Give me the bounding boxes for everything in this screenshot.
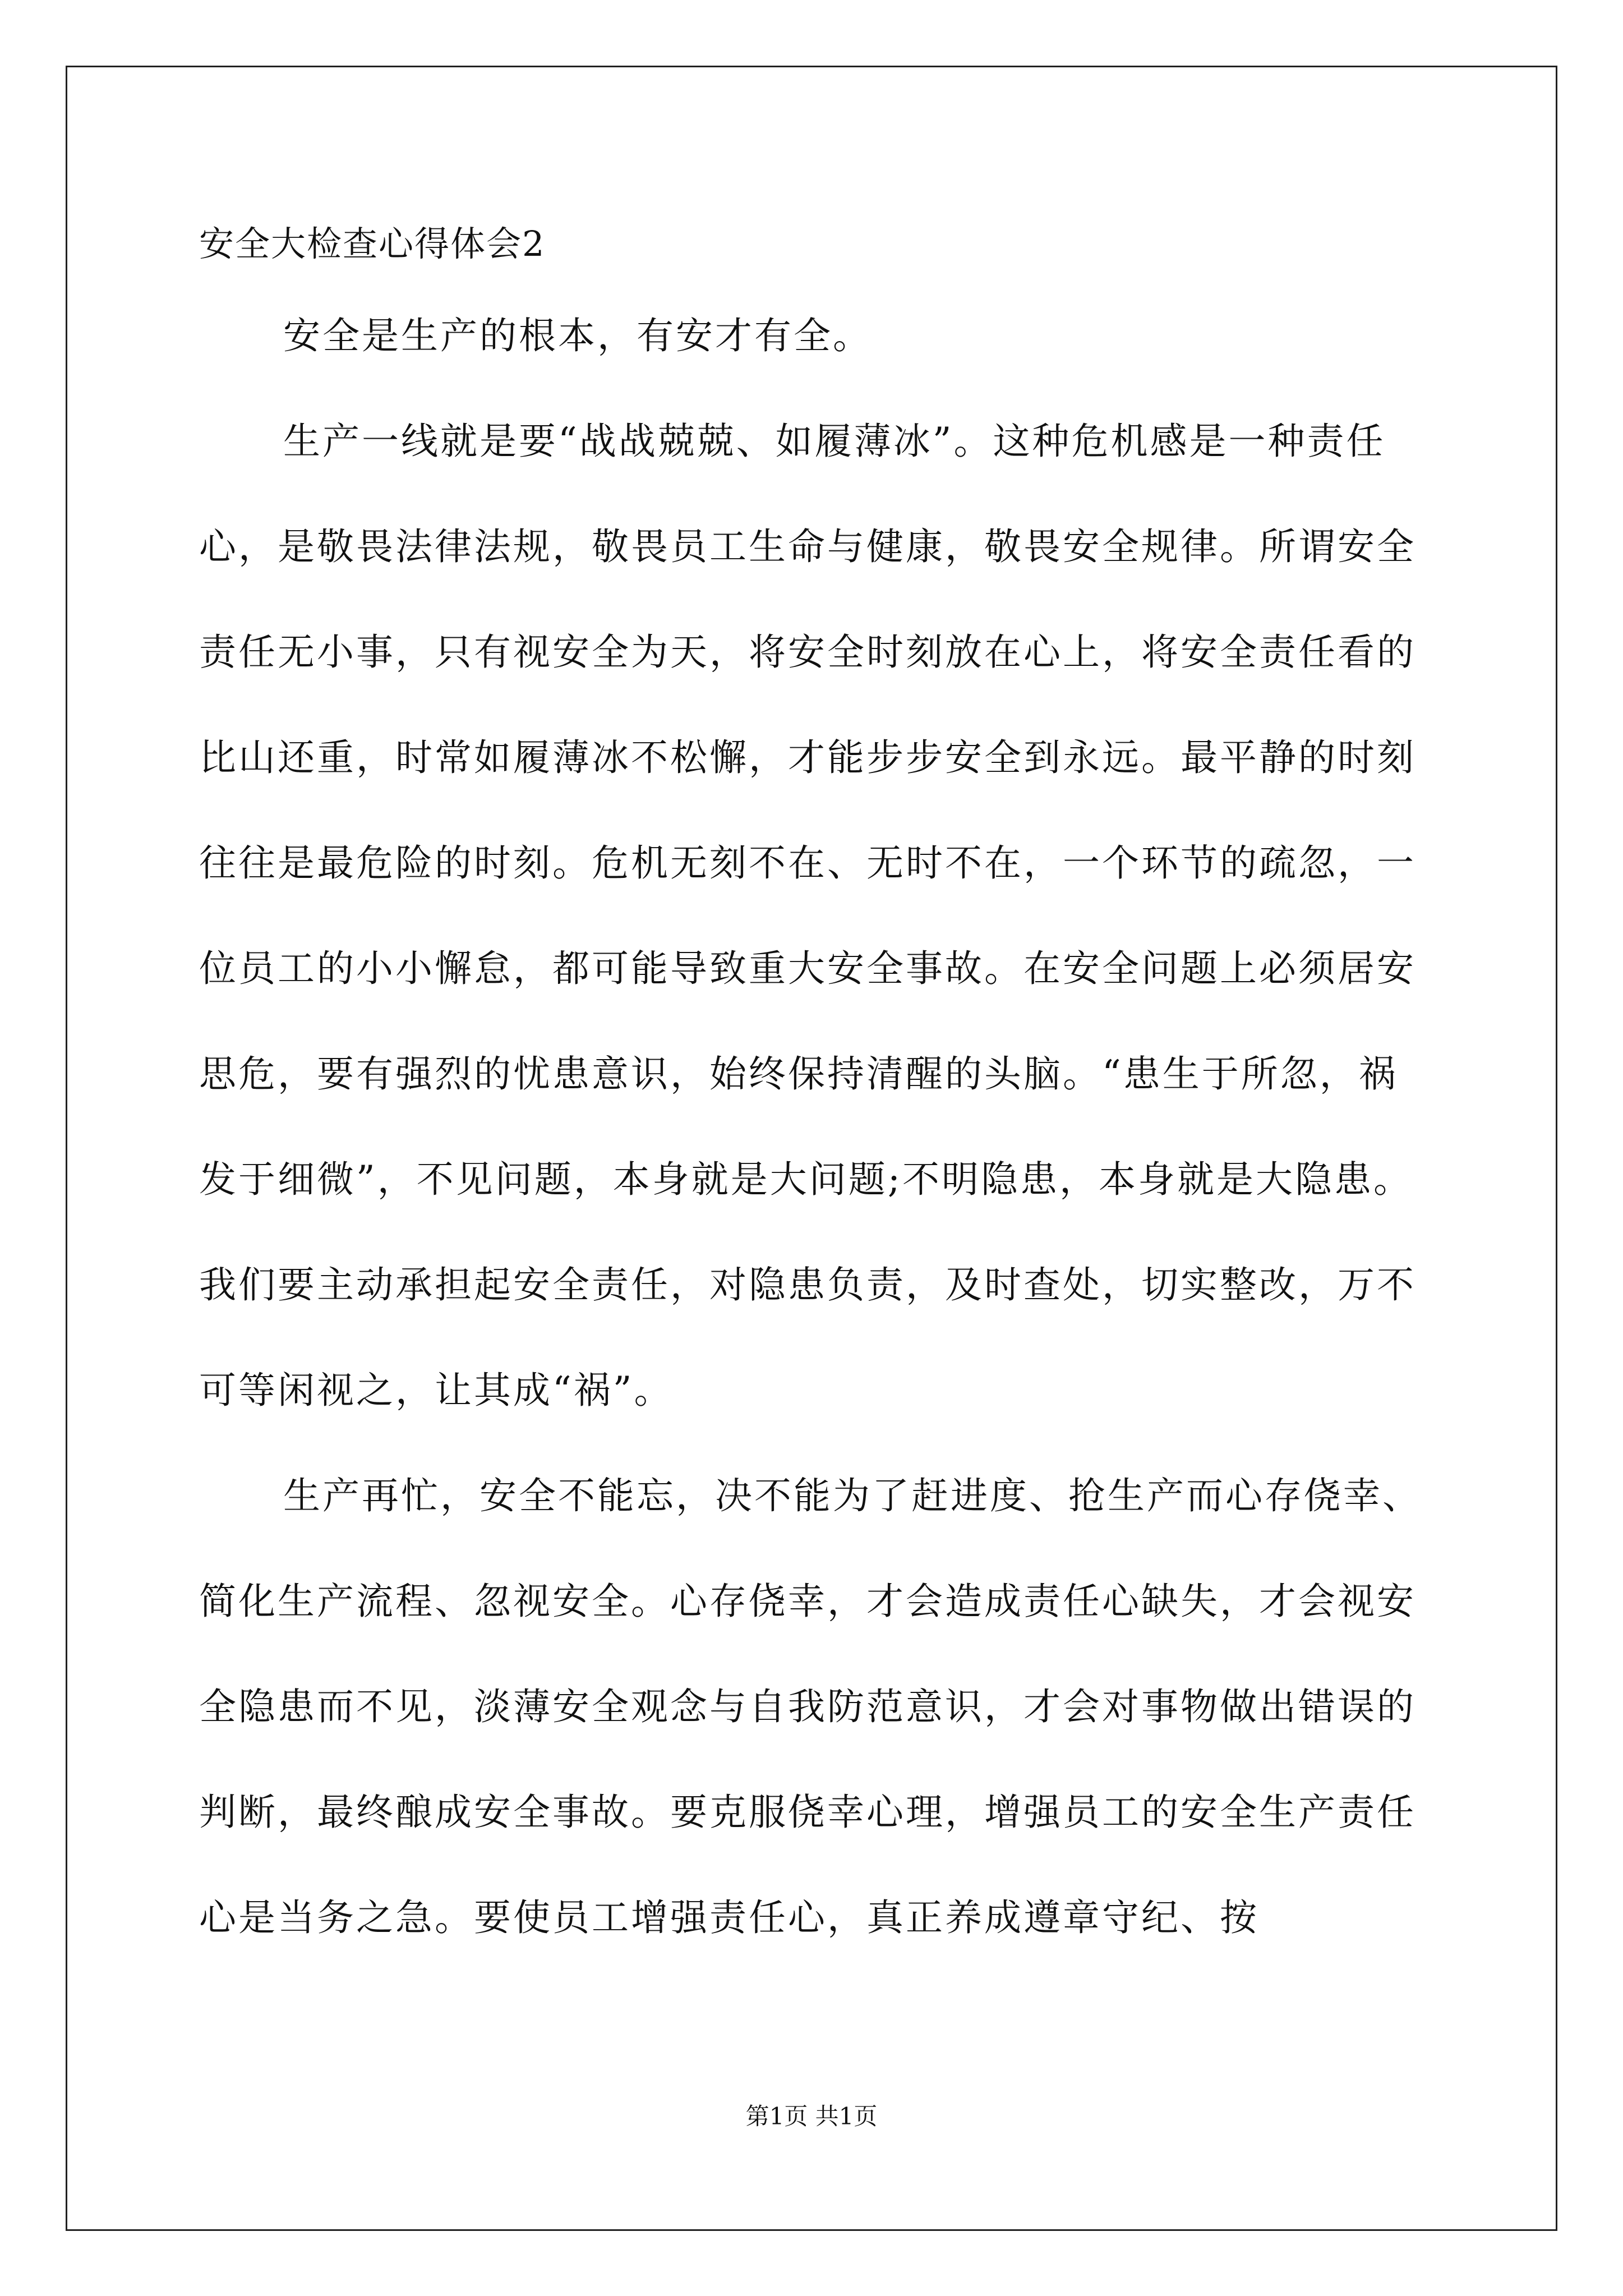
document-body [199,283,1433,1971]
paragraph-1: 安全是生产的根本，有安才有全。 [283,314,872,357]
paragraph-3: 生产再忙，安全不能忘，决不能为了赶进度、抢生产而心存侥幸、简化生产流程、忽视安全。心存侥幸，才会造成责任心缺失，才会视安全隐患而不见，淡薄安全观念与自我防范意识，才会对事物做出错误的判断，最终酿成安全事故。要克服侥幸心理，增强员工的安全生产责任心是当务之急。要使员工增强责任心，真正养成遵章守纪、按 [199,1474,1422,1939]
page-footer: 第1页 共1页 [745,2102,878,2130]
document-title: 安全大检查心得体会2 [199,223,546,264]
paragraph-2: 生产一线就是要“战战兢兢、如履薄冰”。这种危机感是一种责任心，是敬畏法律法规，敬畏员工生命与健康，敬畏安全规律。所谓安全责任无小事，只有视安全为天，将安全时刻放在心上，将安全责任看的比山还重，时常如履薄冰不松懈，才能步步安全到永远。最平静的时刻往往是最危险的时刻。危机无刻不在、无时不在，一个环节的疏忽，一位员工的小小懈怠，都可能导致重大安全事故。在安全问题上必须居安思危，要有强烈的忧患意识，始终保持清醒的头脑。“患生于所忽，祸发于细微”，不见问题，本身就是大问题;不明隐患，本身就是大隐患。我们要主动承担起安全责任，对隐患负责，及时查处，切实整改，万不可等闲视之，让其成“祸”。 [199,420,1416,1412]
